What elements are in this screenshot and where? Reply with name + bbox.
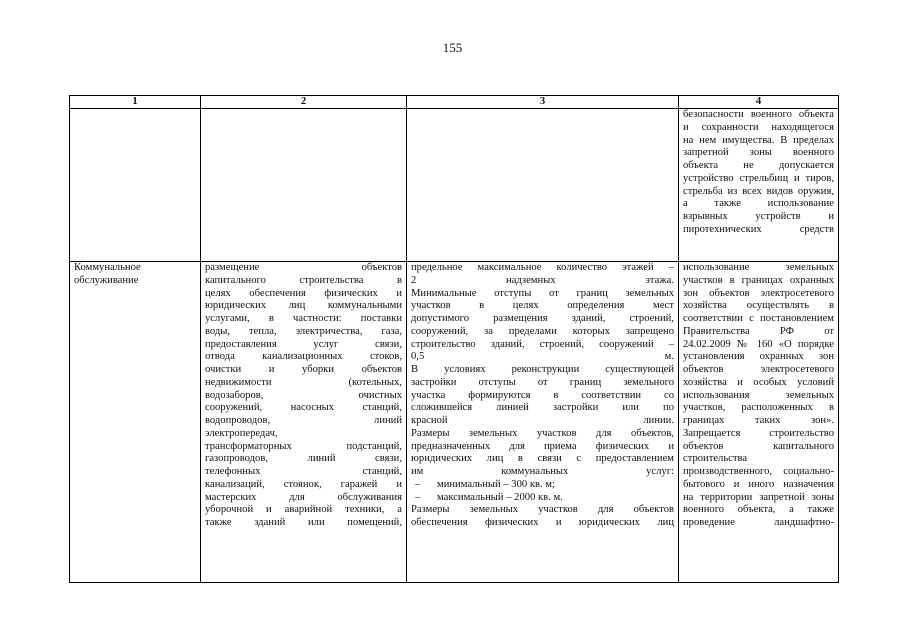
text-line: 24.02.2009 № 160 «О порядке bbox=[683, 338, 834, 350]
text-line: газопроводов, линий связи, bbox=[205, 453, 402, 465]
text-line: также зданий или помещений, bbox=[205, 517, 402, 528]
text-line: Запрещается строительство bbox=[683, 427, 834, 439]
header-cell-2: 2 bbox=[201, 96, 407, 109]
text-line: производственного, социально- bbox=[683, 466, 834, 477]
text-line: воды, тепла, электричества, газа, bbox=[205, 325, 402, 337]
row1-col3 bbox=[407, 109, 679, 262]
text-line: строительство зданий, строений, сооружений – bbox=[411, 338, 674, 350]
text-line: хозяйства и особых условий bbox=[683, 376, 834, 388]
row1-col2 bbox=[201, 109, 407, 262]
text-line: 2 надземных этажа. bbox=[411, 274, 674, 286]
row2-col2-description bbox=[201, 262, 407, 583]
text-line: участков в границах охранных bbox=[683, 274, 834, 286]
text-line: бытового и иного назначения bbox=[683, 478, 834, 490]
text-line: допустимого размещения зданий, строений, bbox=[411, 313, 674, 324]
row1-col1 bbox=[70, 109, 201, 262]
text-line: им коммунальных услуг: bbox=[411, 466, 674, 477]
text-line: Размеры земельных участков для объектов bbox=[411, 504, 674, 516]
table-row-communal-services bbox=[70, 262, 839, 583]
list-item: – минимальный – 300 кв. м; bbox=[415, 478, 555, 490]
text-line: строительства bbox=[683, 453, 748, 465]
text-line: сооружений, насосных станций, bbox=[205, 402, 402, 414]
text-line: участков в целях определения мест bbox=[411, 300, 674, 312]
text-line: красной линии. bbox=[411, 415, 674, 426]
text-line: обеспечения физических и юридических лиц bbox=[411, 517, 674, 528]
text-line: Размеры земельных участков для объектов, bbox=[411, 427, 674, 439]
text-line: и сохранности находящегося bbox=[683, 121, 834, 133]
text-line: зон объектов электросетевого bbox=[683, 287, 834, 299]
text-line: недвижимости (котельных, bbox=[205, 376, 402, 388]
text-line: сложившейся линией застройки или по bbox=[411, 402, 674, 414]
text-line: обслуживание bbox=[74, 274, 139, 286]
text-line: а также использование bbox=[683, 198, 834, 210]
text-line: Минимальные отступы от границ земельных bbox=[411, 287, 674, 299]
text-line: объектов капитального bbox=[683, 440, 834, 452]
text-line: устройство стрельбищ и тиров, bbox=[683, 172, 834, 184]
row1-col4 bbox=[679, 109, 839, 262]
text-line: пиротехнических средств bbox=[683, 223, 834, 235]
text-line: взрывных устройств и bbox=[683, 211, 834, 222]
text-line: услугами, в частности: поставки bbox=[205, 313, 402, 324]
text-line: предоставления услуг связи, bbox=[205, 338, 402, 350]
text-line: мастерских для обслуживания bbox=[205, 491, 402, 503]
header-cell-4: 4 bbox=[679, 96, 839, 109]
table-row-continuation bbox=[70, 109, 839, 262]
row2-col4-restrictions bbox=[679, 262, 839, 583]
header-cell-3: 3 bbox=[407, 96, 679, 109]
text-line: хозяйства осуществлять в bbox=[683, 300, 834, 312]
text-line: соответствии с постановлением bbox=[683, 313, 834, 324]
table-header-row bbox=[70, 96, 839, 109]
text-line: водозаборов, очистных bbox=[205, 389, 402, 401]
text-line: объектов электросетевого bbox=[683, 364, 834, 375]
text-line: границах таких зон». bbox=[683, 415, 834, 426]
text-line: военного объекта, а также bbox=[683, 504, 834, 516]
text-line: телефонных станций, bbox=[205, 466, 402, 477]
text-line: на территории запретной зоны bbox=[683, 491, 834, 503]
text-line: участков, расположенных в bbox=[683, 402, 834, 414]
text-line: электропередач, bbox=[205, 427, 278, 439]
text-line: трансформаторных подстанций, bbox=[205, 440, 402, 452]
text-line: целях обеспечения физических и bbox=[205, 287, 402, 299]
text-line: канализаций, стоянок, гаражей и bbox=[205, 478, 402, 490]
text-line: проведение ландшафтно- bbox=[683, 517, 834, 528]
text-line: юридических лиц коммунальными bbox=[205, 300, 402, 312]
header-cell-1: 1 bbox=[70, 96, 201, 109]
text-line: объекта не допускается bbox=[683, 160, 834, 171]
text-line: 0,5 м. bbox=[411, 351, 674, 363]
text-line: использования земельных bbox=[683, 389, 834, 401]
zoning-table bbox=[69, 95, 839, 583]
page-number: 155 bbox=[442, 40, 463, 55]
text-line: участка формируются в соответствии со bbox=[411, 389, 674, 401]
text-line: сооружений, за пределами которых запрещено bbox=[411, 325, 674, 337]
text-line: на нем имущества. В пределах bbox=[683, 134, 834, 146]
text-line: отвода канализационных стоков, bbox=[205, 351, 402, 363]
text-line: очистки и уборки объектов bbox=[205, 364, 402, 375]
text-line: запретной зоны военного bbox=[683, 147, 834, 159]
text-line: предельное максимальное количество этажей – bbox=[411, 262, 674, 273]
text-line: юридических лиц в связи с предоставлением bbox=[411, 453, 674, 465]
row2-col1-name bbox=[70, 262, 201, 583]
list-item: – максимальный – 2000 кв. м. bbox=[415, 491, 563, 503]
text-line: безопасности военного объекта bbox=[683, 109, 834, 120]
text-line: предназначенных для приема физических и bbox=[411, 440, 674, 452]
text-line: Коммунальное bbox=[74, 262, 141, 273]
text-line: водопроводов, линий bbox=[205, 415, 402, 426]
text-line: стрельба из всех видов оружия, bbox=[683, 185, 834, 197]
text-line: капитального строительства в bbox=[205, 274, 402, 286]
row2-col3-parameters bbox=[407, 262, 679, 583]
text-line: уборочной и аварийной техники, а bbox=[205, 504, 402, 516]
text-line: Правительства РФ от bbox=[683, 325, 834, 337]
text-line: размещение объектов bbox=[205, 262, 402, 273]
text-line: застройки отступы от границ земельного bbox=[411, 376, 674, 388]
text-line: использование земельных bbox=[683, 262, 834, 273]
text-line: установления охранных зон bbox=[683, 351, 834, 363]
text-line: В условиях реконструкции существующей bbox=[411, 364, 674, 375]
